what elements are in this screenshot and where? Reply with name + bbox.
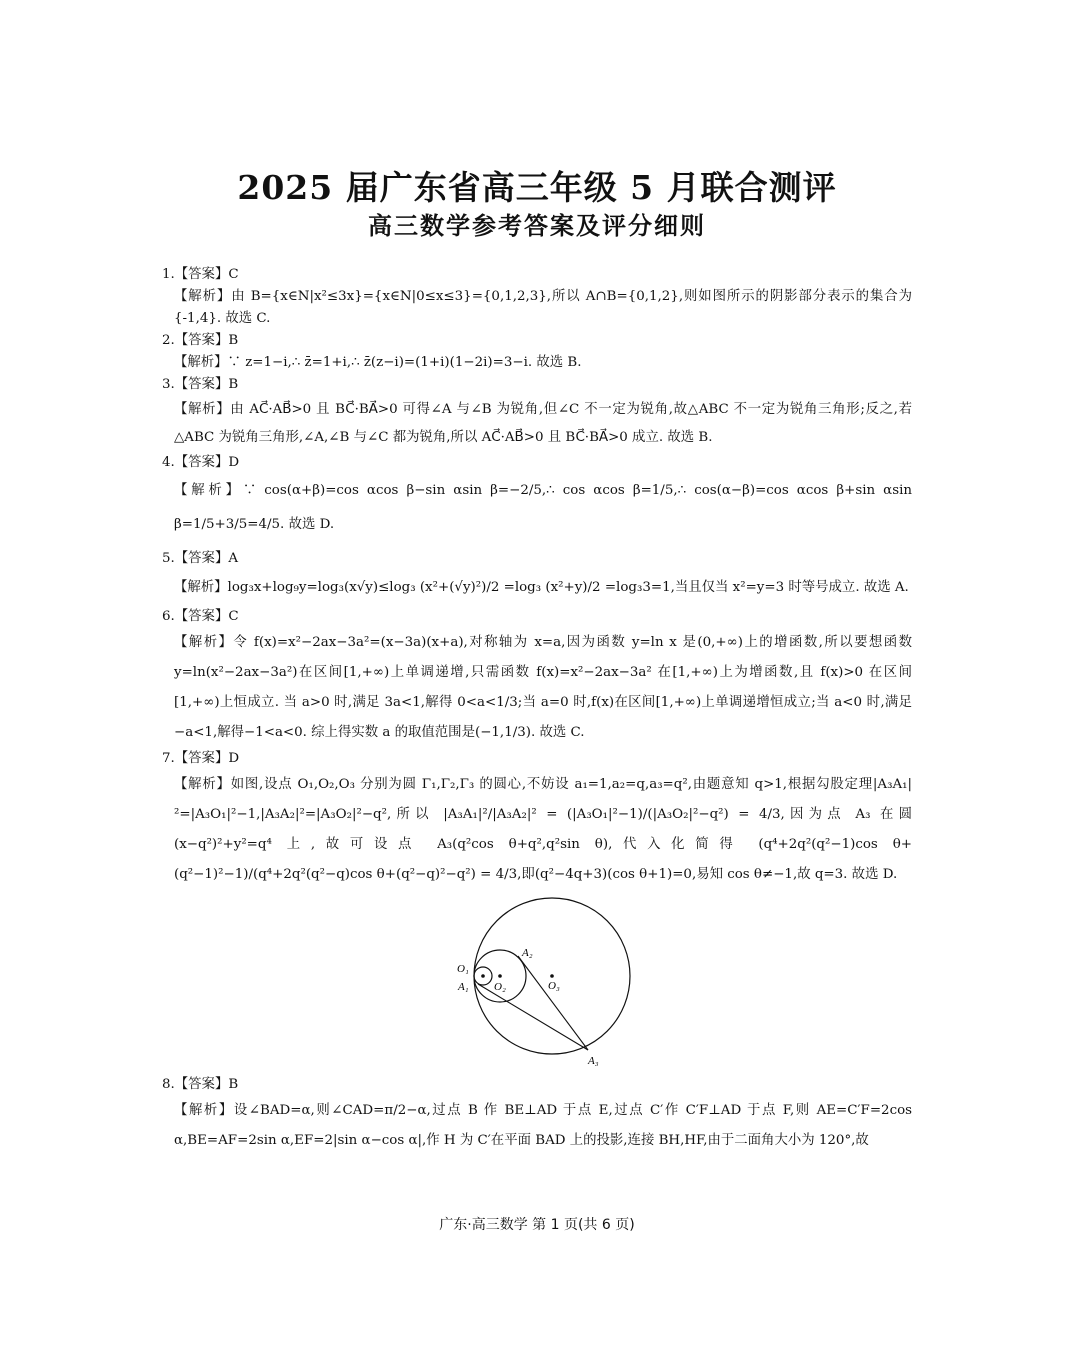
document-subtitle: 高三数学参考答案及评分细则 [368, 212, 706, 240]
answer-explanation: 【解析】令 f(x)=x²−2ax−3a²=(x−3a)(x+a),对称轴为 x=a,因为函数 y=ln x 是(0,+∞)上的增函数,所以要想函数 y=ln(x²−2ax−3a²)在区间[1,+∞)上单调递增,只需函数 f(x)=x²−2ax−3a² 在[1,+∞)上为增函数,且 f(x)>0 在区间[1,+∞)上恒成立. 当 a>0 时,满足 3a<1,解得 0<a<1/3;当 a=0 时,f(x)在区间[1,+∞)上单调递增恒成立;当 a<0 时,满足−a<1,解得−1<a<0. 综上得实数 a 的取值范围是(−1,1/3). 故选 C. [174, 635, 912, 740]
document-title: 2025 届广东省高三年级 5 月联合测评 [237, 168, 837, 207]
center-o2-dot [498, 974, 502, 978]
answer-explanation: 【解析】设∠BAD=α,则∠CAD=π/2−α,过点 B 作 BE⊥AD 于点 E,过点 C′作 C′F⊥AD 于点 F,则 AE=C′F=2cos α,BE=AF=2sin α,EF=2|sin α−cos α|,作 H 为 C′在平面 BAD 上的投影,连接 BH,HF,由于二面角大小为 120°,故 [174, 1103, 912, 1148]
answer-explanation: 【解析】由 B={x∈N|x²≤3x}={x∈N|0≤x≤3}={0,1,2,3},所以 A∩B={0,1,2},则如图所示的阴影部分表示的集合为{-1,4}. 故选 C. [174, 289, 912, 326]
center-o3-dot [550, 974, 554, 978]
label-a3: A₃ [588, 1055, 599, 1067]
label-o1: O₁ [457, 963, 469, 975]
answer-list [162, 264, 912, 1156]
circles-diagram [452, 896, 632, 1074]
answer-item-7 [162, 748, 912, 890]
center-o1-dot [481, 974, 485, 978]
answer-label: 4.【答案】D [162, 455, 240, 470]
answer-label: 2.【答案】B [162, 333, 239, 348]
segment-a2-a3 [518, 956, 588, 1050]
answer-item-3 [162, 374, 912, 452]
answer-explanation: 【解析】由 AC⃗·AB⃗>0 且 BC⃗·BA⃗>0 可得∠A 与∠B 为锐角,但∠C 不一定为锐角,故△ABC 不一定为锐角三角形;反之,若△ABC 为锐角三角形,∠A,∠B 与∠C 都为锐角,所以 AC⃗·AB⃗>0 且 BC⃗·BA⃗>0 成立. 故选 B. [174, 402, 912, 445]
answer-explanation: 【解析】∵ z=1−i,∴ z̄=1+i,∴ z̄(z−i)=(1+i)(1−2i)=3−i. 故选 B. [174, 355, 582, 370]
answer-explanation: 【解析】如图,设点 O₁,O₂,O₃ 分别为圆 Γ₁,Γ₂,Γ₃ 的圆心,不妨设 a₁=1,a₂=q,a₃=q²,由题意知 q>1,根据勾股定理|A₃A₁|²=|A₃O₁|²−1,|A₃A₂|²=|A₃O₂|²−q²,所以 |A₃A₁|²/|A₃A₂|² = (|A₃O₁|²−1)/(|A₃O₂|²−q²) = 4/3,因为点 A₃ 在圆(x−q²)²+y²=q⁴ 上,故可设点 A₃(q²cos θ+q²,q²sin θ),代入化简得 (q⁴+2q²(q²−1)cos θ+(q²−1)²−1)/(q⁴+2q²(q²−q)cos θ+(q²−q)²−q²) = 4/3,即(q²−4q+3)(cos θ+1)=0,易知 cos θ≠−1,故 q=3. 故选 D. [174, 777, 912, 882]
label-a1: A₁ [458, 981, 469, 993]
label-o3: O₃ [548, 980, 560, 992]
answer-item-1 [162, 264, 912, 330]
segment-a1-a3 [478, 984, 588, 1050]
answer-item-8 [162, 1074, 912, 1156]
answer-label: 8.【答案】B [162, 1077, 239, 1092]
circles-figure [162, 896, 912, 1074]
answer-explanation: 【解析】∵ cos(α+β)=cos αcos β−sin αsin β=−2/5,∴ cos αcos β=1/5,∴ cos(α−β)=cos αcos β+sin αsin β=1/5+3/5=4/5. 故选 D. [174, 483, 912, 532]
answer-item-5 [162, 548, 912, 606]
answer-item-4 [162, 452, 912, 542]
answer-explanation: 【解析】log₃x+log₉y=log₃(x√y)≤log₃ (x²+(√y)²)/2 =log₃ (x²+y)/2 =log₃3=1,当且仅当 x²=y=3 时等号成立. 故选 A. [174, 580, 909, 595]
answer-label: 3.【答案】B [162, 377, 239, 392]
label-a2: A₂ [522, 947, 533, 959]
answer-label: 7.【答案】D [162, 751, 240, 766]
answer-item-2 [162, 330, 912, 374]
answer-item-6 [162, 606, 912, 748]
page-footer: 广东·高三数学 第 1 页(共 6 页) [439, 1217, 635, 1233]
answer-label: 6.【答案】C [162, 609, 239, 624]
answer-label: 1.【答案】C [162, 267, 239, 282]
label-o2: O₂ [494, 981, 506, 993]
answer-label: 5.【答案】A [162, 551, 239, 566]
